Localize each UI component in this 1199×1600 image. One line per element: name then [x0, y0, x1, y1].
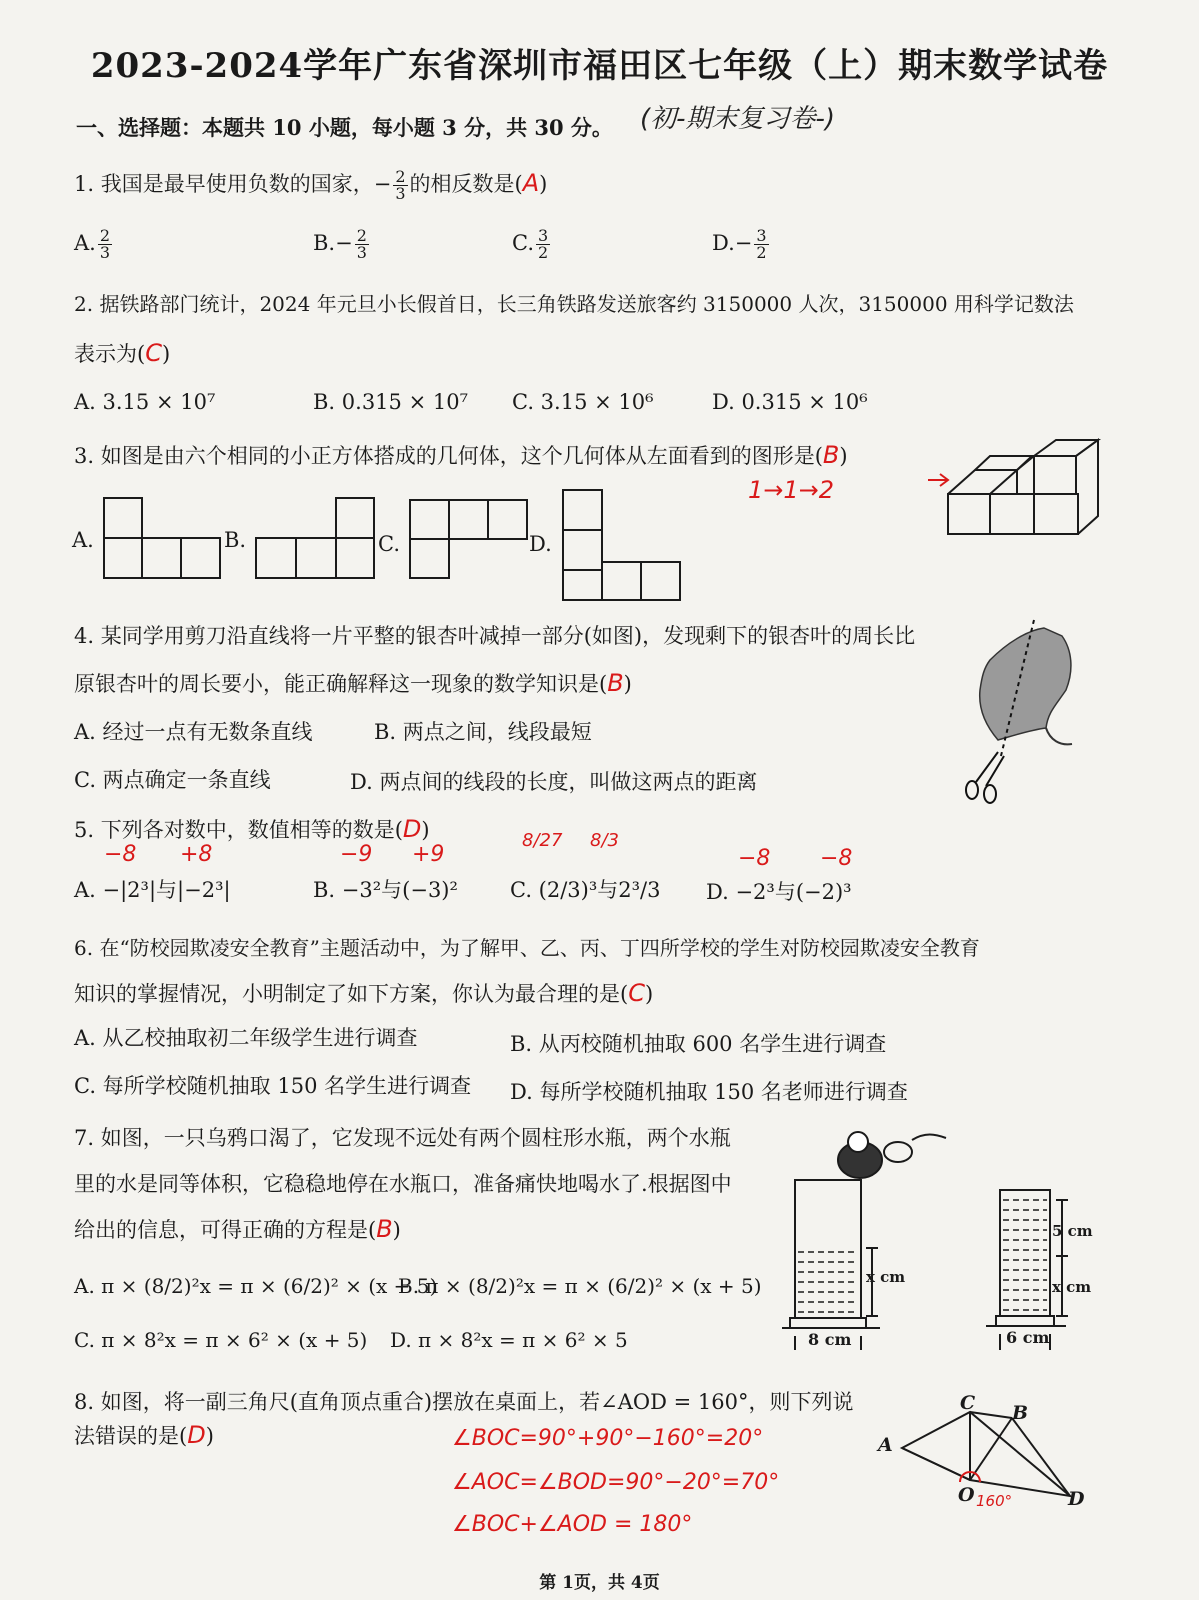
answer-8: D — [187, 1421, 206, 1449]
q7-option-b: B. π × (8/2)²x = π × (6/2)² × (x + 5) — [398, 1274, 762, 1298]
answer-2: C — [145, 339, 162, 367]
q8-work-line-3: ∠BOC+∠AOD = 180° — [452, 1512, 693, 1537]
question-4-line2: 原银杏叶的周长要小，能正确解释这一现象的数学知识是(B) — [74, 669, 632, 697]
q2-option-d: D. 0.315 × 10⁶ — [712, 390, 868, 414]
q5-note-5: 8/27 — [522, 830, 563, 851]
q5-note-7: −8 — [738, 846, 771, 871]
q5-option-b: B. −3²与(−3)² — [313, 878, 458, 902]
question-7-line3: 给出的信息，可得正确的方程是(B) — [74, 1215, 401, 1243]
page-footer: 第 1页，共 4页 — [539, 1573, 660, 1593]
q5-option-c: C. (2/3)³与2³/3 — [510, 878, 661, 902]
handwritten-note: (初-期末复习卷-) — [640, 104, 836, 134]
q1-option-a: A. $\frac{2}{3}$ — [74, 226, 111, 262]
q5-note-3: −9 — [340, 842, 373, 867]
question-6-line1: 6. 在“防校园欺凌安全教育”主题活动中，为了解甲、乙、丙、丁四所学校的学生对防校园欺凌安全教育 — [74, 936, 980, 960]
label-c: C — [960, 1392, 976, 1414]
q1-option-d: D.− $\frac{3}{2}$ — [712, 226, 767, 262]
answer-3: B — [822, 441, 840, 469]
question-7-line2: 里的水是同等体积，它稳稳地停在水瓶口，准备痛快地喝水了.根据图中 — [74, 1172, 732, 1196]
q6-option-b: B. 从丙校随机抽取 600 名学生进行调查 — [510, 1032, 887, 1056]
q1-option-c: C. $\frac{3}{2}$ — [512, 226, 549, 262]
q2-option-b: B. 0.315 × 10⁷ — [313, 390, 468, 414]
answer-7: B — [376, 1215, 393, 1243]
question-8-line2: 法错误的是(D) — [74, 1421, 214, 1449]
angle-160-note: 160° — [976, 1492, 1013, 1510]
q2-option-c: C. 3.15 × 10⁶ — [512, 390, 654, 414]
question-7-line1: 7. 如图，一只乌鸦口渴了，它发现不远处有两个圆柱形水瓶，两个水瓶 — [74, 1126, 731, 1150]
label-a: A — [878, 1434, 893, 1456]
q5-note-2: +8 — [180, 842, 213, 867]
answer-1: A — [522, 169, 540, 197]
bottle2-x-label: x cm — [1052, 1278, 1092, 1296]
q5-note-8: −8 — [820, 846, 853, 871]
q8-work-line-2: ∠AOC=∠BOD=90°−20°=70° — [452, 1470, 780, 1495]
q1-option-b: B.− $\frac{2}{3}$ — [313, 226, 367, 262]
q3-handwritten-note: 1→1→2 — [748, 476, 835, 504]
question-4-line1: 4. 某同学用剪刀沿直线将一片平整的银杏叶减掉一部分(如图)，发现剩下的银杏叶的周长比 — [74, 624, 916, 648]
answer-4: B — [607, 669, 624, 697]
q3-option-c-label: C. — [378, 532, 400, 556]
q5-note-4: +9 — [412, 842, 445, 867]
q4-option-c: C. 两点确定一条直线 — [74, 768, 271, 792]
bottle1-x-label: x cm — [866, 1268, 906, 1286]
q7-option-c: C. π × 8²x = π × 6² × (x + 5) — [74, 1328, 368, 1352]
q7-option-d: D. π × 8²x = π × 6² × 5 — [390, 1328, 628, 1352]
question-2-line1: 2. 据铁路部门统计，2024 年元旦小长假首日，长三角铁路发送旅客约 3150000 人次，3150000 用科学记数法 — [74, 292, 1074, 316]
q6-option-d: D. 每所学校随机抽取 150 名老师进行调查 — [510, 1080, 908, 1104]
question-5-stem: 5. 下列各对数中，数值相等的数是(D) — [74, 815, 430, 843]
bottle2-5cm-label: 5 cm — [1052, 1222, 1093, 1240]
bottle1-width-label: 8 cm — [808, 1330, 852, 1349]
q3-option-a-label: A. — [72, 528, 94, 552]
q6-option-c: C. 每所学校随机抽取 150 名学生进行调查 — [74, 1074, 472, 1098]
question-3-stem: 3. 如图是由六个相同的小正方体搭成的几何体，这个几何体从左面看到的图形是(B) — [74, 441, 848, 469]
q4-option-b: B. 两点之间，线段最短 — [374, 720, 592, 744]
label-d: D — [1068, 1488, 1085, 1510]
q7-option-a: A. π × (8/2)²x = π × (6/2)² × (x − 5) — [74, 1274, 438, 1298]
q5-option-d: D. −2³与(−2)³ — [706, 880, 852, 904]
q5-option-a: A. −|2³|与|−2³| — [74, 878, 231, 902]
q3-option-d-label: D. — [529, 532, 552, 556]
q3-option-b-label: B. — [224, 528, 247, 552]
label-o: O — [958, 1484, 975, 1506]
page-title: 2023-2024学年广东省深圳市福田区七年级（上）期末数学试卷 — [90, 46, 1109, 86]
answer-6: C — [628, 979, 645, 1007]
section-heading: 一、选择题：本题共 10 小题，每小题 3 分，共 30 分。 — [76, 115, 613, 140]
q4-option-d: D. 两点间的线段的长度，叫做这两点的距离 — [350, 770, 758, 794]
question-1-stem: 1. 我国是最早使用负数的国家，− $\frac{2}{3}$ 的相反数是(A) — [74, 167, 548, 203]
answer-5: D — [402, 815, 422, 843]
question-2-line2: 表示为(C) — [74, 339, 171, 367]
question-6-line2: 知识的掌握情况，小明制定了如下方案，你认为最合理的是(C) — [74, 979, 654, 1007]
q2-option-a: A. 3.15 × 10⁷ — [74, 390, 216, 414]
q5-note-6: 8/3 — [590, 830, 619, 851]
question-8-line1: 8. 如图，将一副三角尺(直角顶点重合)摆放在桌面上，若∠AOD = 160°，则下列说 — [74, 1390, 854, 1414]
q5-note-1: −8 — [104, 842, 137, 867]
bottle2-width-label: 6 cm — [1006, 1328, 1050, 1347]
q4-option-a: A. 经过一点有无数条直线 — [74, 720, 313, 744]
q8-work-line-1: ∠BOC=90°+90°−160°=20° — [452, 1426, 764, 1451]
label-b: B — [1012, 1402, 1029, 1424]
q6-option-a: A. 从乙校抽取初二年级学生进行调查 — [74, 1026, 418, 1050]
